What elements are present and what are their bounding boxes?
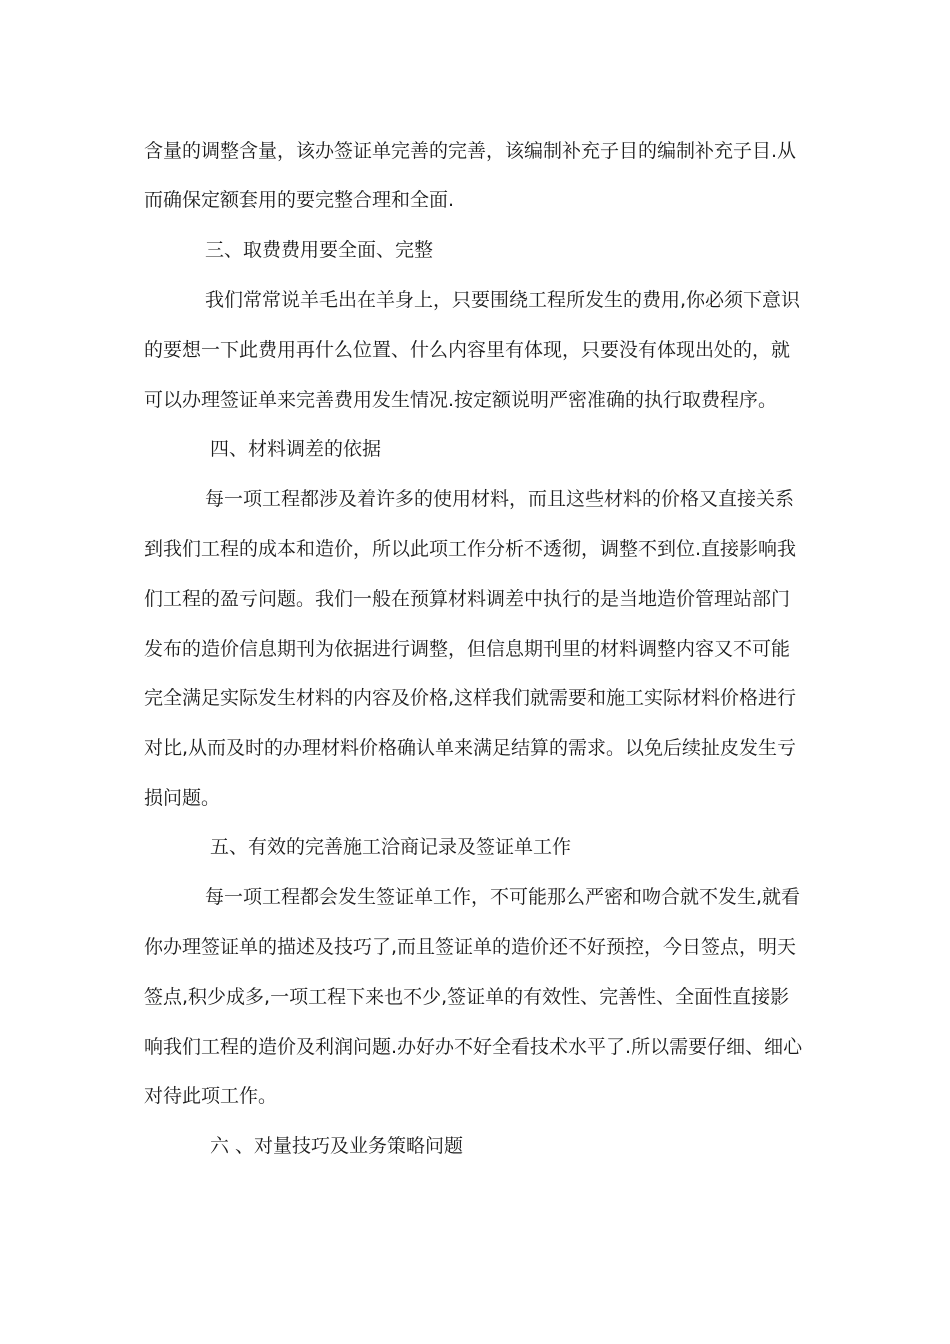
body-text-line: 对比,从而及时的办理材料价格确认单来满足结算的需求。以免后续扯皮发生亏 xyxy=(144,737,797,759)
body-text-line: 签点,积少成多,一项工程下来也不少,签证单的有效性、完善性、全面性直接影 xyxy=(144,986,790,1008)
paragraph-first-line: 我们常常说羊毛出在羊身上，只要围绕工程所发生的费用,你必须下意识 xyxy=(205,289,801,311)
body-text-line: 发布的造价信息期刊为依据进行调整，但信息期刊里的材料调整内容又不可能 xyxy=(144,638,791,660)
paragraph-first-line: 每一项工程都涉及着许多的使用材料，而且这些材料的价格又直接关系 xyxy=(205,488,795,510)
section-heading-3: 三、取费费用要全面、完整 xyxy=(205,239,434,261)
body-text-line: 完全满足实际发生材料的内容及价格,这样我们就需要和施工实际材料价格进行 xyxy=(144,687,797,709)
section-heading-6: 六 、对量技巧及业务策略问题 xyxy=(210,1135,464,1157)
body-text-line: 含量的调整含量，该办签证单完善的完善，该编制补充子目的编制补充子目.从 xyxy=(144,140,797,162)
body-text-line: 响我们工程的造价及利润问题.办好办不好全看技术水平了.所以需要仔细、细心 xyxy=(144,1036,803,1058)
body-text-line: 们工程的盈亏问题。我们一般在预算材料调差中执行的是当地造价管理站部门 xyxy=(144,588,791,610)
section-heading-4: 四、材料调差的依据 xyxy=(210,438,382,460)
section-heading-5: 五、有效的完善施工洽商记录及签证单工作 xyxy=(210,836,572,858)
body-text-line: 你办理签证单的描述及技巧了,而且签证单的造价还不好预控，今日签点，明天 xyxy=(144,936,797,958)
body-text-line: 损问题。 xyxy=(144,787,221,809)
paragraph-first-line: 每一项工程都会发生签证单工作，不可能那么严密和吻合就不发生,就看 xyxy=(205,886,801,908)
body-text-line: 可以办理签证单来完善费用发生情况.按定额说明严密准确的执行取费程序。 xyxy=(144,389,778,411)
body-text-line: 对待此项工作。 xyxy=(144,1085,278,1107)
body-text-line: 而确保定额套用的要完整合理和全面. xyxy=(144,189,455,211)
body-text-line: 到我们工程的成本和造价，所以此项工作分析不透彻，调整不到位.直接影响我 xyxy=(144,538,797,560)
body-text-line: 的要想一下此费用再什么位置、什么内容里有体现，只要没有体现出处的，就 xyxy=(144,339,791,361)
